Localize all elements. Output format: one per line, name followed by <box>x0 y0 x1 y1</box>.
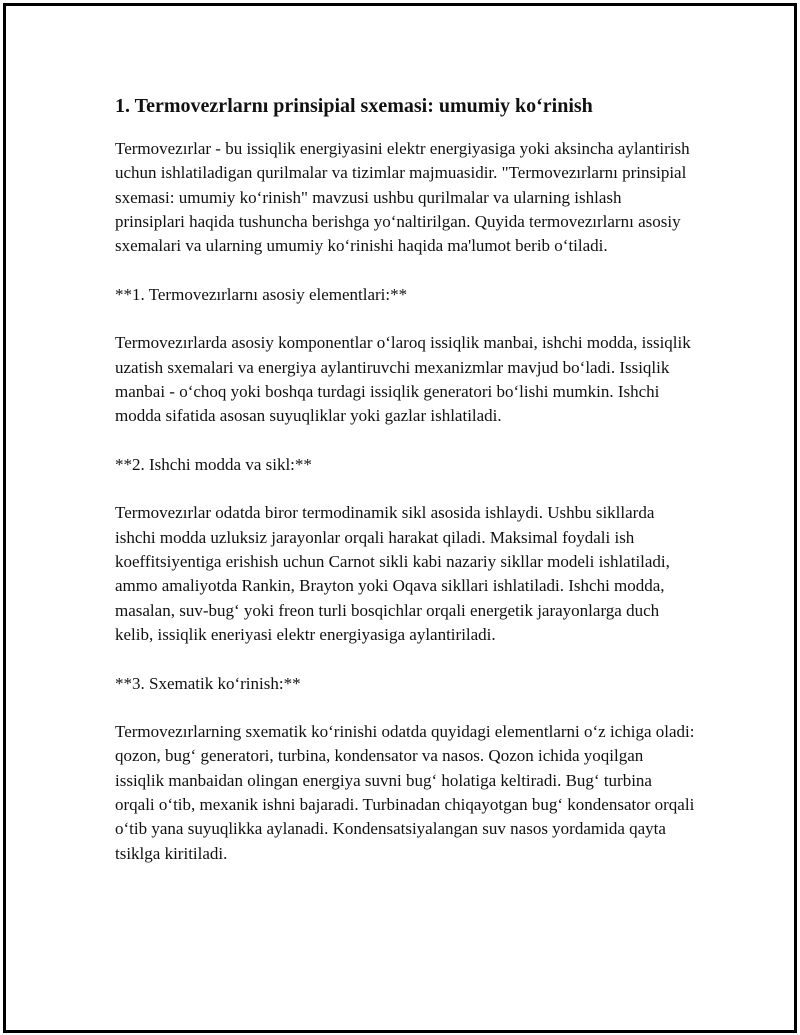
intro-paragraph: Termovezırlar - bu issiqlik energiyasini elektr energiyasiga yoki aksincha aylantirish uchun ishlatiladigan qurilmalar va tizimlar majmuasidir. "Termovezırlarnı prinsipial sxemasi: umumiy ko‘rinish" mavzusi ushbu qurilmalar va ularning ishlash prinsiplari haqida tushuncha berishga yo‘naltirilgan. Quyida termovezırlarnı asosiy sxemalari va ularning umumiy ko‘rinishi haqida ma'lumot berib o‘tiladi. <box>115 139 690 256</box>
document-body <box>115 92 695 890</box>
document-title: 1. Termovezrlarnı prinsipial sxemasi: umumiy ko‘rinish <box>115 95 593 117</box>
section-body-cycle: Termovezırlar odatda biror termodinamik sikl asosida ishlaydi. Ushbu sikllarda ishchi modda uzluksiz jarayonlar orqali harakat qiladi. Maksimal foydali ish koeffitsiyentiga erishish uchun Carnot sikli kabi nazariy sikllar modeli ishlatiladi, ammo amaliyotda Rankin, Brayton yoki Oqava sikllari ishlatiladi. Ishchi modda, masalan, suv-bug‘ yoki freon turli bosqichlar orqali energetik jarayonlarga duch kelib, issiqlik eneriyasi elektr energiyasiga aylantiriladi. <box>115 503 670 644</box>
section-body-elements: Termovezırlarda asosiy komponentlar o‘laroq issiqlik manbai, ishchi modda, issiqlik uzatish sxemalari va energiya aylantiruvchi mexanizmlar mavjud bo‘ladi. Issiqlik manbai - o‘choq yoki boshqa turdagi issiqlik generatori bo‘lishi mumkin. Ishchi modda sifatida asosan suyuqliklar yoki gazlar ishlatiladi. <box>115 333 691 426</box>
section-body-schematic: Termovezırlarning sxematik ko‘rinishi odatda quyidagi elementlarni o‘z ichiga oladi: qozon, bug‘ generatori, turbina, kondensator va nasos. Qozon ichida yoqilgan issiqlik manbaidan olingan energiya suvni bug‘ holatiga keltiradi. Bug‘ turbina orqali o‘tib, mexanik ishni bajaradi. Turbinadan chiqayotgan bug‘ kondensator orqali o‘tib yana suyuqlikka aylanadi. Kondensatsiyalangan suv nasos yordamida qayta tsiklga kiritiladi. <box>115 722 695 863</box>
section-heading-elements: **1. Termovezırlarnı asosiy elementlari:** <box>115 284 408 304</box>
section-heading-cycle: **2. Ishchi modda va sikl:** <box>115 454 312 474</box>
section-heading-schematic: **3. Sxematik ko‘rinish:** <box>115 673 301 693</box>
